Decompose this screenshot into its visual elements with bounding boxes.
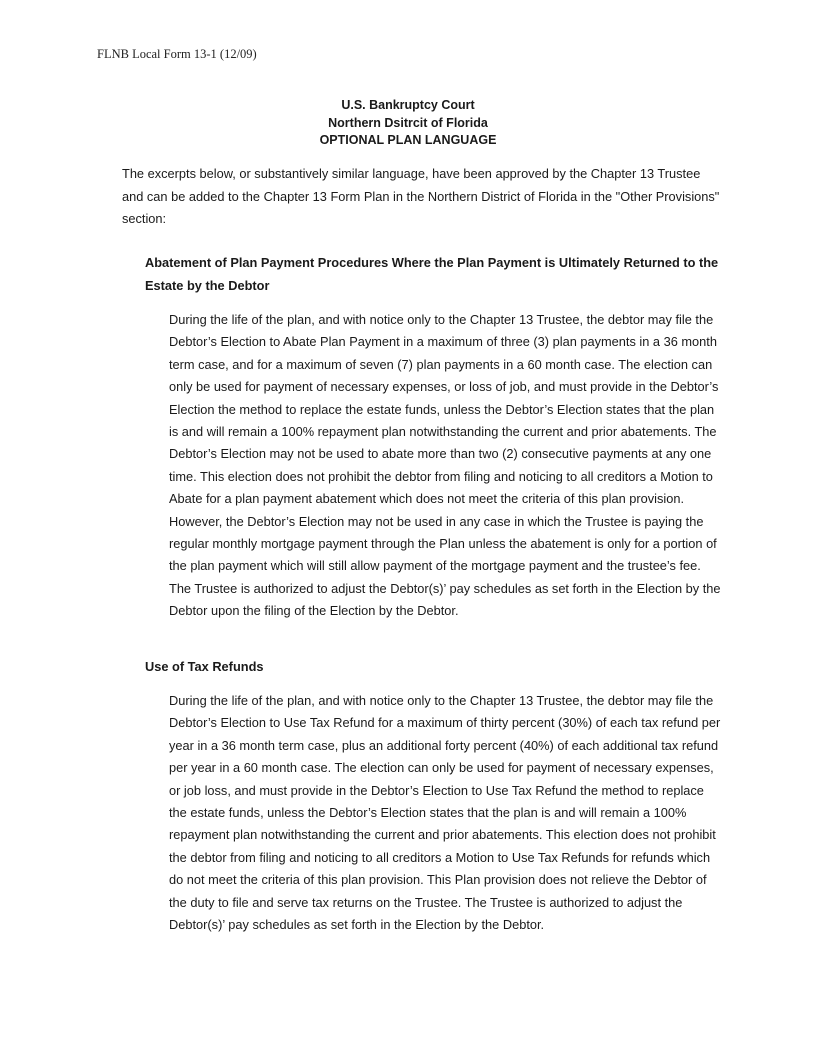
document-title: OPTIONAL PLAN LANGUAGE: [319, 133, 497, 147]
section-heading-tax-refunds: Use of Tax Refunds: [145, 659, 264, 674]
intro-paragraph: The excerpts below, or substantively similar language, have been approved by the Chapter 13 Trustee and can be added to the Chapter 13 Form Plan in the Northern District of Florida in the "Other Provisions" section:: [122, 166, 720, 226]
court-name: U.S. Bankruptcy Court: [341, 98, 475, 112]
section-body-tax-refunds: During the life of the plan, and with notice only to the Chapter 13 Trustee, the debtor may file the Debtor’s Election to Use Tax Refund for a maximum of thirty percent (30%) of each tax refund per year in a 36 month term case, plus an additional forty percent (40%) of each additional tax refund per year in a 60 month case. The election can only be used for payment of necessary expenses, or job loss, and must provide in the Debtor’s Election to Use Tax Refund the method to replace the estate funds, unless the Debtor’s Election states that the plan is and will remain a 100% repayment plan notwithstanding the current and prior abatements. This election does not prohibit the debtor from filing and noticing to all creditors a Motion to Use Tax Refunds for refunds which do not meet the criteria of this plan provision. This Plan provision does not relieve the Debtor of the duty to file and serve tax returns on the Trustee. The Trustee is authorized to adjust the Debtor(s)’ pay schedules as set forth in the Election by the Debtor.: [169, 693, 721, 933]
district-name: Northern Dsitrcit of Florida: [328, 115, 488, 130]
section-body-abatement: During the life of the plan, and with notice only to the Chapter 13 Trustee, the debtor may file the Debtor’s Election to Abate Plan Payment in a maximum of three (3) plan payments in a 36 month term case, and for a maximum of seven (7) plan payments in a 60 month case. The election can only be used for payment of necessary expenses, or loss of job, and must provide in the Debtor’s Election the method to replace the estate funds, unless the Debtor’s Election states that the plan is and will remain a 100% repayment plan notwithstanding the current and prior abatements. The Debtor’s Election may not be used to abate more than two (2) consecutive payments at any one time. This election does not prohibit the debtor from filing and noticing to all creditors a Motion to Abate for a plan payment abatement which does not meet the criteria of this plan provision. However, the Debtor’s Election may not be used in any case in which the Trustee is paying the regular monthly mortgage payment through the Plan unless the abatement is only for a portion of the plan payment which will still allow payment of the mortgage payment and the trustee’s fee. The Trustee is authorized to adjust the Debtor(s)’ pay schedules as set forth in the Election by the Debtor upon the filing of the Election by the Debtor.: [169, 312, 721, 619]
form-identifier: FLNB Local Form 13-1 (12/09): [97, 47, 257, 61]
section-heading-abatement: Abatement of Plan Payment Procedures Where the Plan Payment is Ultimately Returned to the Estate by the Debtor: [145, 255, 719, 293]
document-header: [0, 97, 816, 150]
